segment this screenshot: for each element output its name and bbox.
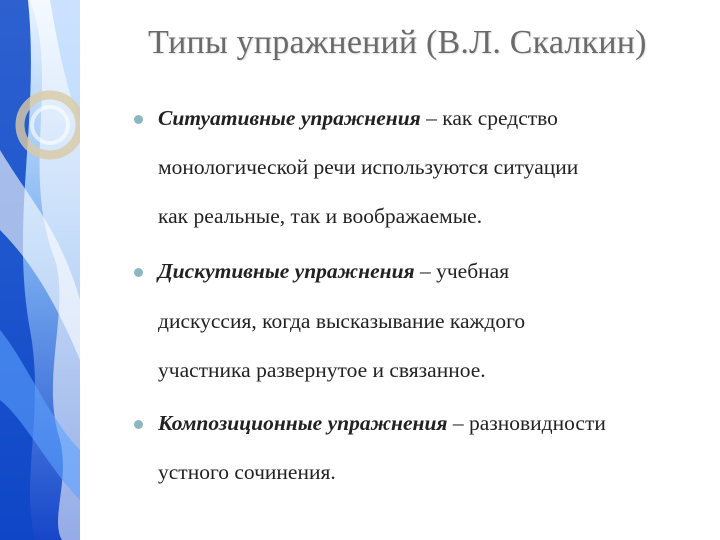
bullet-3-line-1 bbox=[158, 411, 606, 436]
bullet-3-line-2: устного сочинения. bbox=[158, 460, 336, 484]
bullet-marker-2 bbox=[134, 268, 143, 277]
bullet-1-term: Ситуативные упражнения bbox=[158, 106, 421, 130]
bullet-1-line-3: как реальные, так и воображаемые. bbox=[158, 204, 483, 228]
bullet-2-line-1 bbox=[158, 259, 509, 284]
bullet-2-line-3: участника развернутое и связанное. bbox=[158, 358, 486, 382]
bullet-1-line-2: монологической речи используются ситуации bbox=[158, 155, 579, 179]
bullet-1-text: – как средство bbox=[420, 106, 558, 130]
decorative-left-band bbox=[0, 0, 80, 540]
bullet-3-term: Композиционные упражнения bbox=[158, 411, 448, 435]
bullet-2-term: Дискутивные упражнения bbox=[158, 259, 415, 283]
bullet-1-line-1 bbox=[158, 106, 558, 131]
bullet-3-text: – разновидности bbox=[447, 411, 606, 435]
bullet-2-line-2: дискуссия, когда высказывание каждого bbox=[158, 309, 526, 333]
slide-title: Типы упражнений (В.Л. Скалкин) bbox=[148, 24, 647, 61]
bullet-2-text: – учебная bbox=[414, 259, 510, 283]
abstract-blue-swirl-graphic bbox=[0, 0, 80, 540]
bullet-marker-1 bbox=[134, 115, 143, 124]
bullet-marker-3 bbox=[134, 420, 143, 429]
